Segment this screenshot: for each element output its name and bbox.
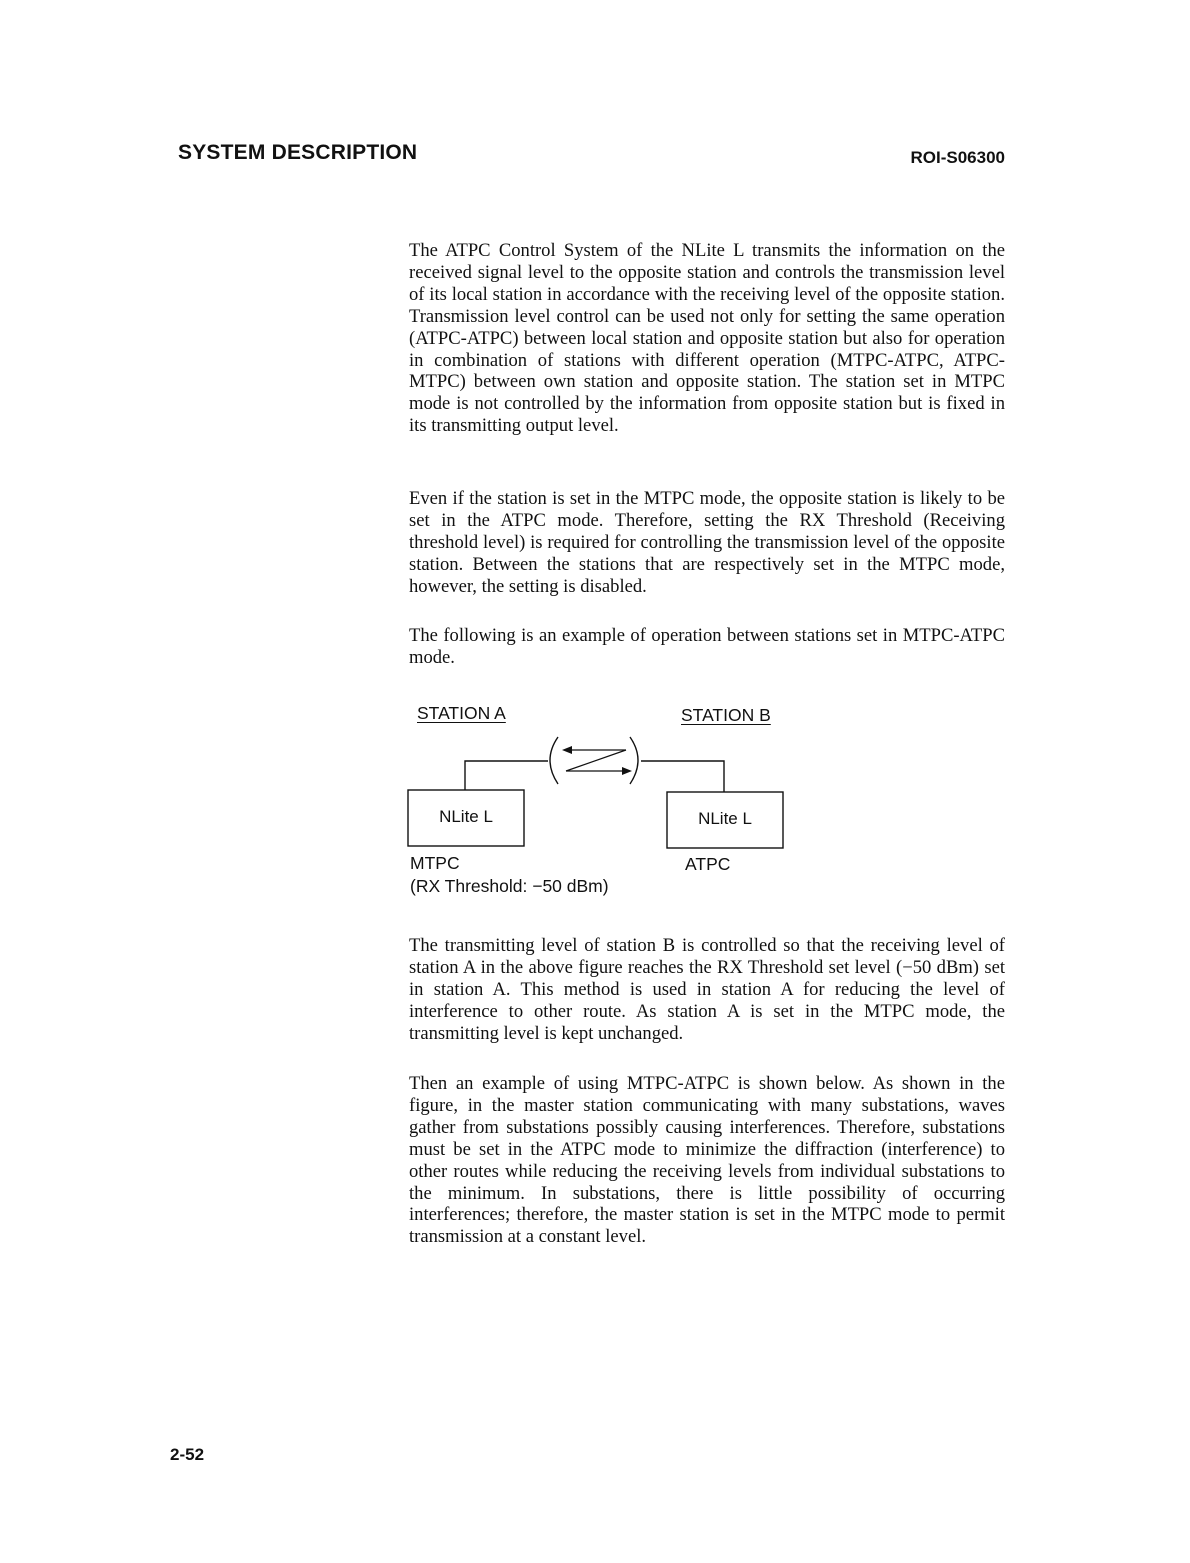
station-a-device-label: NLite L: [439, 807, 493, 826]
station-b-device-label: NLite L: [698, 809, 752, 828]
section-title: SYSTEM DESCRIPTION: [178, 141, 418, 164]
paragraph-rx-threshold: Even if the station is set in the MTPC mode, the opposite station is likely to be set in the ATPC mode. Therefore, setting the RX Threshold (Receiving threshold level) is required for controlling the transmission level of the opposite station. Between the stations that are respectively set in the MTPC mode, however, the setting is disabled.: [409, 488, 1005, 597]
arrowhead-right-icon: [622, 767, 632, 775]
antenna-a-icon: [550, 737, 558, 784]
paragraph-master-substations: Then an example of using MTPC-ATPC is shown below. As shown in the figure, in the master station communicating with many substations, waves gather from substations possibly causing interferences. Therefore, substations must be set in the ATPC mode to minimize the diffraction (interference) to other routes while reducing the receiving levels from individual substations to the minimum. In substations, there is little possibility of occurring interferences; therefore, the master station is set in the MTPC mode to permit transmission at a constant level.: [409, 1073, 1005, 1248]
link-diagonal: [566, 750, 626, 771]
paragraph-example-intro: The following is an example of operation between stations set in MTPC-ATPC mode.: [409, 625, 1005, 668]
paragraph-station-b-control: The transmitting level of station B is controlled so that the receiving level of station A in the above figure reaches the RX Threshold set level (−50 dBm) set in station A. This method is used in station A for reducing the level of interference to other route. As station A is set in the MTPC mode, the transmitting level is kept unchanged.: [409, 935, 1005, 1044]
station-b-mode: ATPC: [685, 854, 731, 874]
station-a-mode: MTPC: [410, 853, 460, 873]
paragraph-atpc-overview: The ATPC Control System of the NLite L transmits the information on the received signal level to the opposite station and controls the transmission level of its local station in accordance with the receiving level of the opposite station. Transmission level control can be used not only for setting the same operation (ATPC-ATPC) between local station and opposite station but also for operation in combination of stations with different operation (MTPC-ATPC, ATPC-MTPC) between own station and opposite station. The station set in MTPC mode is not controlled by the information from opposite station but is fixed in its transmitting output level.: [409, 240, 1005, 437]
station-b-title: STATION B: [681, 705, 771, 725]
antenna-b-icon: [630, 737, 638, 784]
page-number: 2-52: [170, 1445, 205, 1464]
document-id: ROI-S06300: [910, 148, 1005, 167]
station-a-rx-threshold: (RX Threshold: −50 dBm): [410, 876, 609, 896]
station-a-feed-line: [465, 761, 548, 790]
arrowhead-left-icon: [562, 746, 572, 754]
station-a-title: STATION A: [417, 703, 506, 723]
station-b-feed-line: [641, 761, 724, 792]
